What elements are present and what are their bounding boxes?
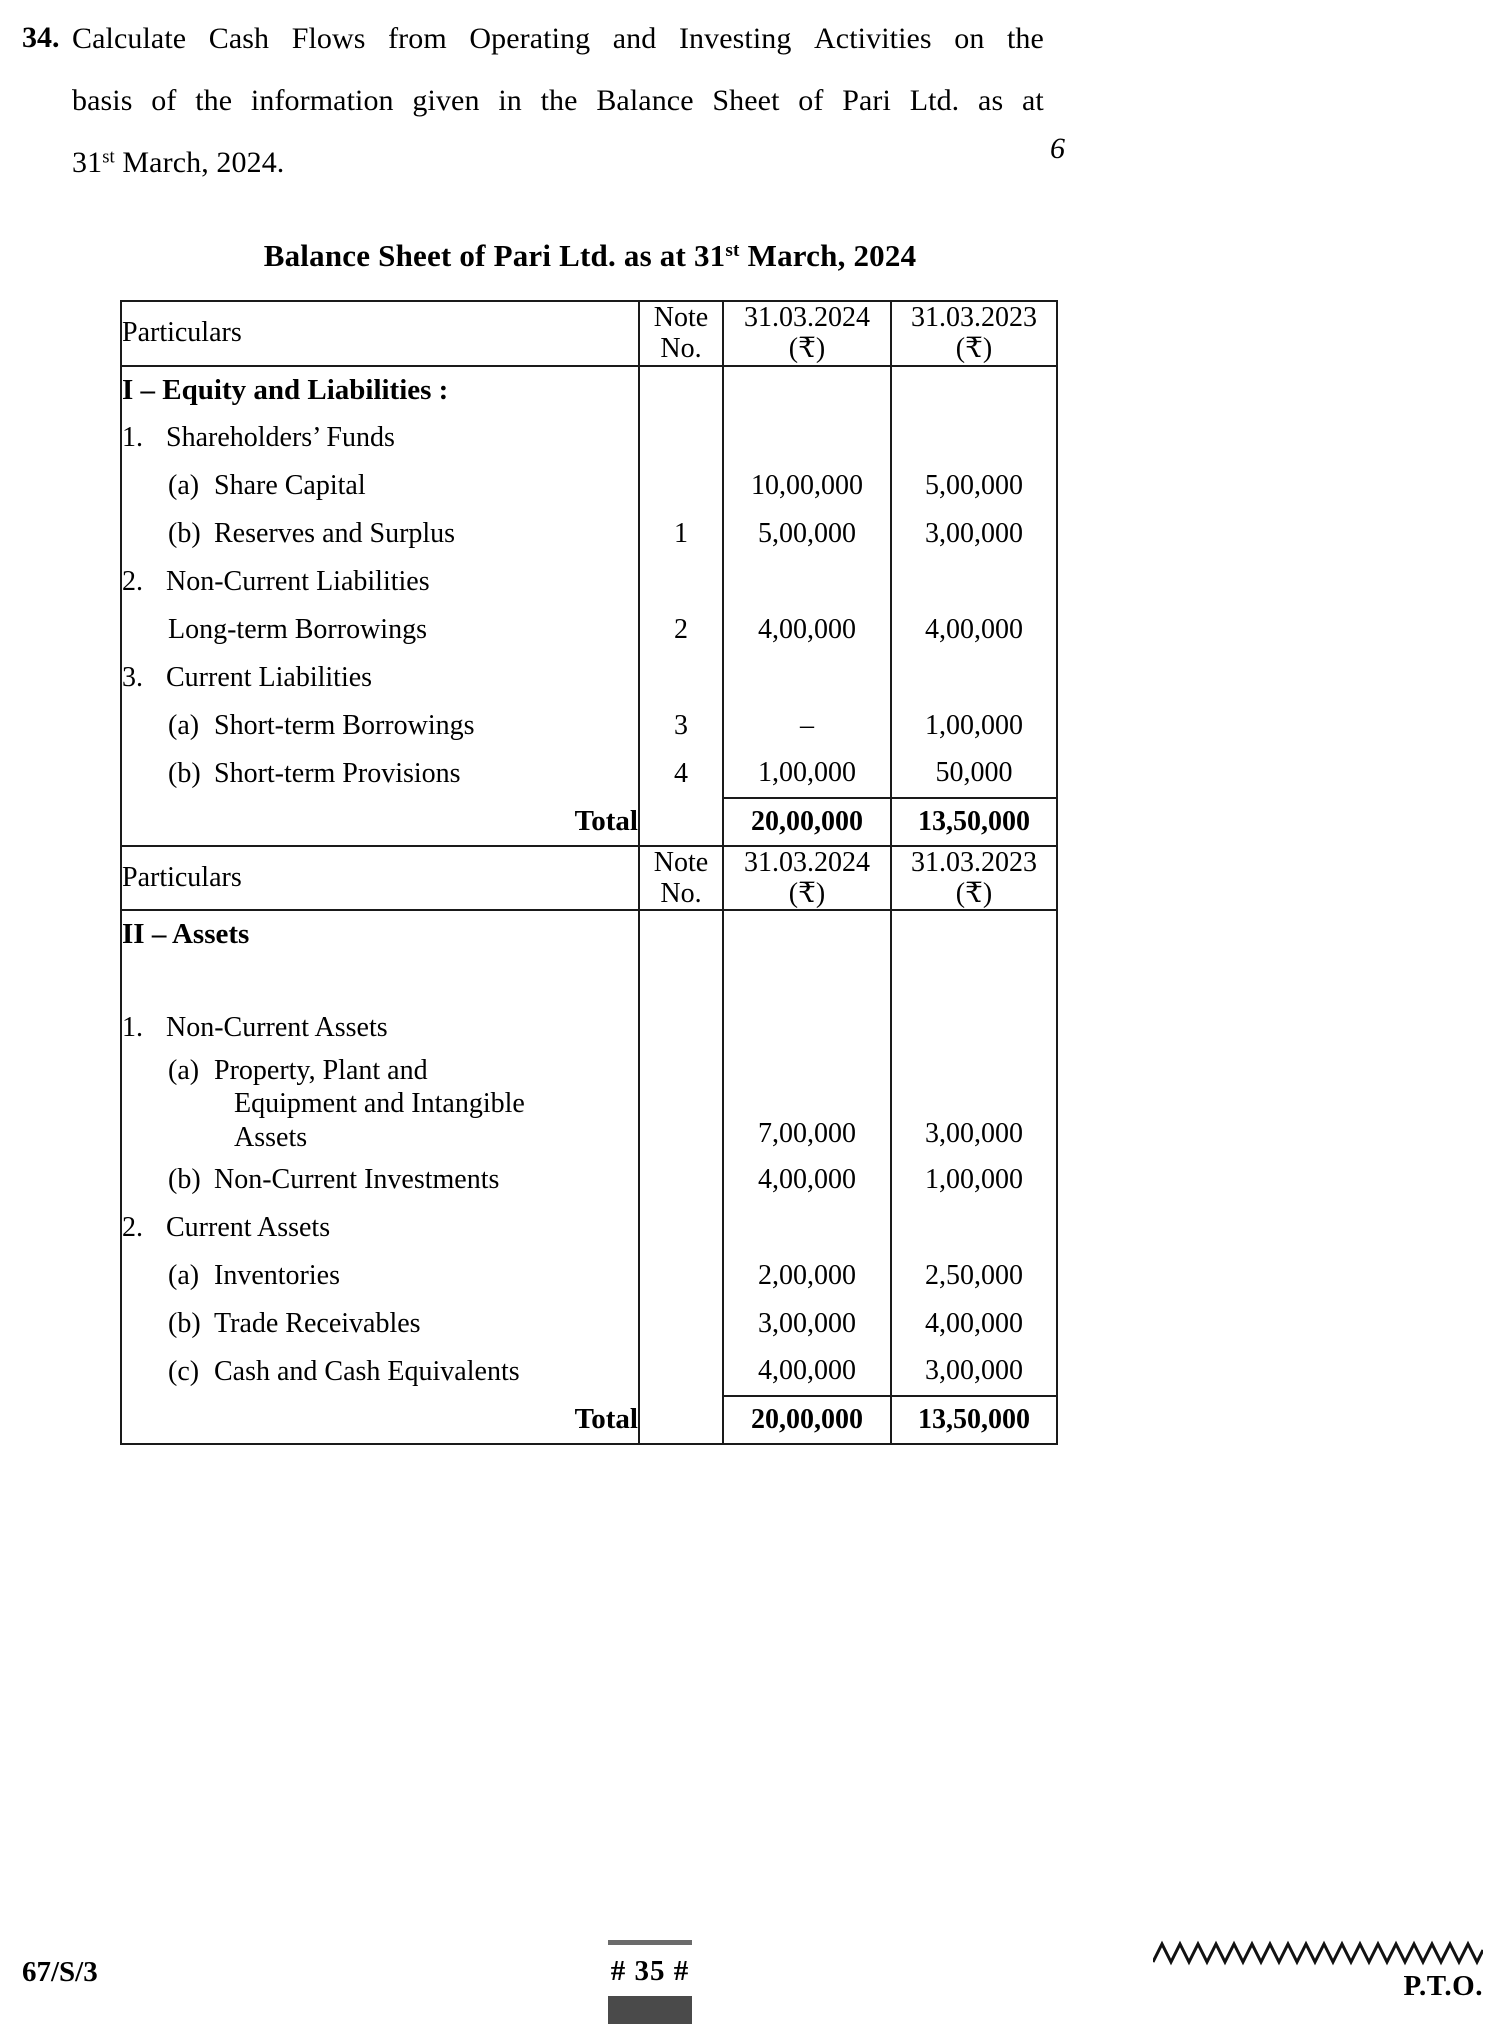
row-index: 2.: [122, 565, 143, 597]
table-total-row: [121, 1396, 1057, 1444]
row-value-2024: 2,00,000: [723, 1252, 891, 1300]
q1-w7: Investing: [678, 22, 792, 55]
row-text: Short-term Borrowings: [214, 709, 475, 741]
row-value-2023: 3,00,000: [891, 510, 1057, 558]
table-row: [121, 1004, 1057, 1052]
q1-w10: the: [1007, 22, 1044, 55]
header-year2-date-b: 31.03.2023: [911, 846, 1037, 878]
row-note: 2: [639, 606, 723, 654]
table-row: [121, 606, 1057, 654]
question-line-1: [72, 8, 1044, 70]
table-row: [121, 1204, 1057, 1252]
header-year1-currency-b: (₹): [788, 878, 826, 910]
row-index: 1.: [122, 421, 143, 453]
q3-prefix: 31: [72, 146, 103, 179]
row-value-2024: 1,00,000: [723, 750, 891, 798]
row-label: [121, 414, 639, 462]
header-year1-date: 31.03.2024: [744, 302, 870, 333]
row-text: Property, Plant and: [214, 1055, 428, 1087]
q2-w14: at: [1021, 84, 1044, 117]
q2-w10: of: [798, 84, 824, 117]
section2-heading-y2: [891, 910, 1057, 958]
row-note: [639, 1052, 723, 1155]
row-label: [121, 654, 639, 702]
q1-w2: Cash: [208, 22, 270, 55]
footer-block-bottom: [608, 1996, 692, 2024]
row-label: [121, 1156, 639, 1204]
page-number-text: # 35 #: [610, 1955, 690, 1987]
header-year2-currency-b: (₹): [955, 878, 993, 910]
table-row: [121, 1156, 1057, 1204]
row-text: Non-Current Investments: [214, 1163, 500, 1195]
row-label: [121, 1204, 639, 1252]
row-note: 1: [639, 510, 723, 558]
row-text: Short-term Provisions: [214, 757, 461, 789]
row-value-2024: 7,00,000: [723, 1052, 891, 1155]
row-value-2023: 4,00,000: [891, 1300, 1057, 1348]
row-note: [639, 1348, 723, 1396]
row-index: 2.: [122, 1211, 143, 1243]
row-text-line3: Assets: [234, 1121, 308, 1153]
row-label: [121, 606, 639, 654]
footer-bar-top: [608, 1940, 692, 1945]
row-text: Current Assets: [166, 1211, 331, 1243]
row-text: Non-Current Liabilities: [166, 565, 430, 597]
section2-heading: II – Assets: [121, 910, 639, 958]
row-text: Reserves and Surplus: [214, 517, 456, 549]
row-text: Trade Receivables: [214, 1307, 421, 1339]
row-text: Shareholders’ Funds: [166, 421, 395, 453]
table-row: [121, 910, 1057, 958]
row-text: Inventories: [214, 1259, 340, 1291]
row-value-2023: 50,000: [891, 750, 1057, 798]
row-sub-index: (a): [168, 469, 200, 501]
row-sub-index: (a): [168, 1055, 200, 1087]
table-row: [121, 366, 1057, 414]
row-text: Long-term Borrowings: [168, 613, 427, 645]
row-value-2024: [723, 414, 891, 462]
row-note: [639, 1300, 723, 1348]
row-value-2023: [891, 1004, 1057, 1052]
section1-heading: I – Equity and Liabilities :: [121, 366, 639, 414]
table-row: [121, 510, 1057, 558]
q2-w6: in: [498, 84, 522, 117]
row-label: [121, 702, 639, 750]
q2-w7: the: [540, 84, 578, 117]
header-note-line2-b: No.: [660, 878, 702, 910]
ordinal-suffix-st: st: [102, 146, 115, 168]
row-text: Non-Current Assets: [166, 1012, 388, 1044]
section2-total-2023: 13,50,000: [891, 1396, 1057, 1444]
row-label: [121, 1300, 639, 1348]
section2-heading-note: [639, 910, 723, 958]
row-value-2024: [723, 654, 891, 702]
row-sub-index: (b): [168, 757, 201, 789]
pto-text: P.T.O.: [1403, 1970, 1483, 2002]
page-footer: [0, 1940, 1505, 2034]
row-note: [639, 1252, 723, 1300]
q2-w2: of: [151, 84, 177, 117]
row-note: [639, 654, 723, 702]
bs-title-prefix: Balance Sheet of Pari Ltd. as at 31: [263, 238, 726, 273]
q3-suffix: March, 2024.: [114, 146, 285, 179]
row-value-2023: 3,00,000: [891, 1348, 1057, 1396]
row-value-2024: 4,00,000: [723, 606, 891, 654]
header-particulars-2: Particulars: [121, 846, 639, 911]
q1-w8: Activities: [814, 22, 932, 55]
row-label: [121, 462, 639, 510]
row-value-2024: –: [723, 702, 891, 750]
row-sub-index: (b): [168, 1163, 201, 1195]
row-sub-index: (b): [168, 517, 201, 549]
row-note: 3: [639, 702, 723, 750]
row-note: [639, 1004, 723, 1052]
row-value-2023: 3,00,000: [891, 1052, 1057, 1155]
section2-total-label: Total: [121, 1396, 639, 1444]
header-year-2024-2: [723, 846, 891, 911]
section1-total-2023: 13,50,000: [891, 798, 1057, 846]
question-body: [72, 8, 1452, 194]
row-value-2023: 1,00,000: [891, 702, 1057, 750]
table-total-row: [121, 798, 1057, 846]
header-year1-date-b: 31.03.2024: [744, 846, 870, 878]
header-year2-date: 31.03.2023: [911, 302, 1037, 333]
row-label: [121, 510, 639, 558]
row-value-2023: 5,00,000: [891, 462, 1057, 510]
table-spacer-row: [121, 958, 1057, 1004]
balance-sheet-table: [120, 300, 1058, 1445]
row-value-2023: 2,50,000: [891, 1252, 1057, 1300]
q2-w11: Pari: [842, 84, 891, 117]
question-line-2: [72, 70, 1044, 132]
row-label: [121, 558, 639, 606]
q1-w3: Flows: [291, 22, 366, 55]
q2-w5: given: [412, 84, 480, 117]
table-row: [121, 1300, 1057, 1348]
section1-total-2024: 20,00,000: [723, 798, 891, 846]
row-note: 4: [639, 750, 723, 798]
paper-code: 67/S/3: [22, 1956, 98, 1988]
q2-w9: Sheet: [712, 84, 780, 117]
row-value-2024: [723, 558, 891, 606]
header-year2-currency: (₹): [955, 333, 993, 365]
row-value-2024: 10,00,000: [723, 462, 891, 510]
table-header-row-2: [121, 846, 1057, 911]
q2-w13: as: [978, 84, 1004, 117]
q1-w5: Operating: [469, 22, 591, 55]
table-row: [121, 702, 1057, 750]
section1-heading-y1: [723, 366, 891, 414]
q2-w4: information: [250, 84, 394, 117]
row-sub-index: (c): [168, 1355, 200, 1387]
row-label: [121, 1004, 639, 1052]
row-text: Share Capital: [214, 469, 366, 501]
header-note-line2: No.: [660, 333, 702, 365]
question-block: [0, 8, 1505, 194]
row-value-2023: [891, 654, 1057, 702]
table-row: [121, 750, 1057, 798]
row-sub-index: (a): [168, 1259, 200, 1291]
row-text: Current Liabilities: [166, 661, 373, 693]
section1-total-label: Total: [121, 798, 639, 846]
section1-heading-note: [639, 366, 723, 414]
row-value-2023: 4,00,000: [891, 606, 1057, 654]
header-year1-currency: (₹): [788, 333, 826, 365]
q1-w6: and: [612, 22, 657, 55]
table-row: [121, 654, 1057, 702]
zigzag-icon: [1153, 1940, 1483, 1966]
row-note: [639, 1156, 723, 1204]
question-line-3: [72, 132, 1452, 194]
bs-title-suffix: March, 2024: [739, 238, 917, 273]
row-label: [121, 1052, 639, 1155]
row-label: [121, 750, 639, 798]
row-sub-index: (a): [168, 709, 200, 741]
q1-w4: from: [388, 22, 447, 55]
q2-w8: Balance: [596, 84, 694, 117]
row-label: [121, 1252, 639, 1300]
row-note: [639, 462, 723, 510]
row-index: 1.: [122, 1012, 143, 1044]
header-note-no-2: [639, 846, 723, 911]
table-row: [121, 558, 1057, 606]
question-number: 34.: [22, 21, 60, 54]
header-note-line1-b: Note: [653, 846, 709, 878]
row-value-2023: [891, 1204, 1057, 1252]
row-note: [639, 414, 723, 462]
q2-w3: the: [195, 84, 233, 117]
row-value-2024: 3,00,000: [723, 1300, 891, 1348]
section2-heading-y1: [723, 910, 891, 958]
row-sub-index: (b): [168, 1307, 201, 1339]
section2-total-note: [639, 1396, 723, 1444]
q2-w1: basis: [72, 84, 133, 117]
q1-w9: on: [954, 22, 985, 55]
header-year-2023-2: [891, 846, 1057, 911]
balance-sheet-title: [0, 238, 1180, 274]
row-note: [639, 558, 723, 606]
row-value-2023: 1,00,000: [891, 1156, 1057, 1204]
row-value-2024: 5,00,000: [723, 510, 891, 558]
spacer-note: [639, 958, 723, 1004]
q1-w1: Calculate: [72, 22, 187, 55]
balance-sheet-table-wrap: [120, 300, 1058, 1445]
row-label: [121, 1348, 639, 1396]
row-text: Cash and Cash Equivalents: [214, 1355, 520, 1387]
table-row: [121, 1252, 1057, 1300]
pto-marker: [1123, 1940, 1483, 2003]
header-particulars-1: Particulars: [121, 301, 639, 366]
table-row: [121, 414, 1057, 462]
row-value-2024: 4,00,000: [723, 1156, 891, 1204]
table-row: [121, 462, 1057, 510]
header-year-2023-1: [891, 301, 1057, 366]
row-value-2023: [891, 414, 1057, 462]
table-header-row-1: [121, 301, 1057, 366]
row-text-line2: Equipment and Intangible: [234, 1088, 525, 1120]
spacer-y1: [723, 958, 891, 1004]
section2-total-2024: 20,00,000: [723, 1396, 891, 1444]
header-year-2024-1: [723, 301, 891, 366]
ordinal-suffix-st-title: st: [725, 240, 740, 262]
row-index: 3.: [122, 661, 143, 693]
table-row: [121, 1348, 1057, 1396]
page-number-marker: [540, 1940, 760, 2024]
spacer-y2: [891, 958, 1057, 1004]
row-value-2024: 4,00,000: [723, 1348, 891, 1396]
q2-w12: Ltd.: [909, 84, 960, 117]
header-note-no-1: [639, 301, 723, 366]
row-value-2023: [891, 558, 1057, 606]
spacer-part: [121, 958, 639, 1004]
section1-heading-y2: [891, 366, 1057, 414]
question-marks: 6: [1050, 132, 1065, 165]
row-value-2024: [723, 1004, 891, 1052]
row-value-2024: [723, 1204, 891, 1252]
header-note-line1: Note: [653, 302, 709, 333]
section1-total-note: [639, 798, 723, 846]
table-row: [121, 1052, 1057, 1155]
row-note: [639, 1204, 723, 1252]
